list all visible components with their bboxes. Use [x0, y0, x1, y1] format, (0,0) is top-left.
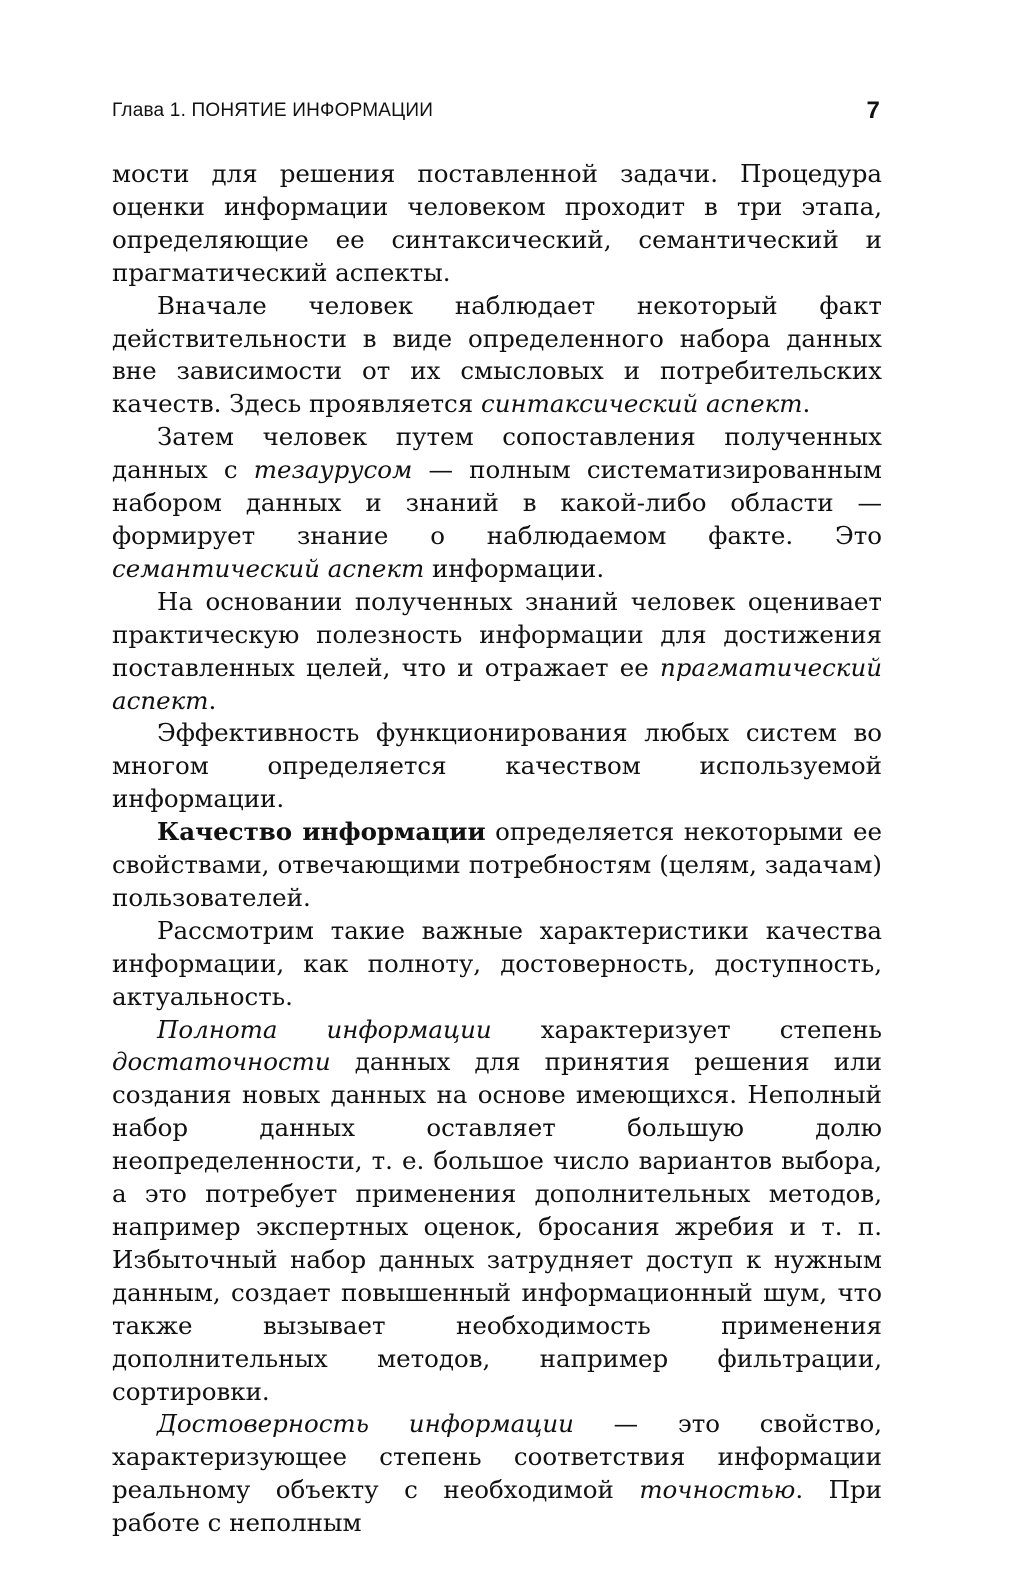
- paragraph-9: [112, 1408, 882, 1540]
- page-number: 7: [866, 97, 880, 124]
- italic-term: синтаксический аспект: [481, 389, 803, 419]
- paragraph-6: [112, 816, 882, 915]
- italic-term: точностью: [639, 1475, 796, 1505]
- italic-term: Полнота информации: [157, 1014, 492, 1044]
- text-run: информации.: [424, 553, 605, 583]
- chapter-title: Глава 1. ПОНЯТИЕ ИНФОРМАЦИИ: [112, 100, 434, 121]
- text-run: . При работе с неполным: [112, 1475, 882, 1538]
- text-run: данных для принятия решения или создания новых данных на основе имеющихся. Неполный набор данных оставляет большую долю неопределенности, т. е. большое число вариантов выбора, а это потребует применения дополнительных методов, например экспертных оценок, бросания жребия и т. п. Избыточный набор данных затрудняет доступ к нужным данным, создает повышенный информационный шум, что также вызывает необходимость применения дополнительных методов, например фильтрации, сортировки.: [112, 1047, 882, 1406]
- paragraph-8: [112, 1014, 882, 1409]
- italic-term: Достоверность информации: [157, 1409, 574, 1439]
- paragraph-2: [112, 290, 882, 422]
- text-run: Эффективность функционирования любых систем во многом определяется качеством используемой информации.: [112, 718, 882, 814]
- paragraph-3: [112, 421, 882, 586]
- text-run: На основании полученных знаний человек оценивает практическую полезность информации для достижения поставленных целей, что и отражает ее: [112, 586, 882, 682]
- text-run: — полным систематизированным набором данных и знаний в какой-либо области — формирует знание о наблюдаемом факте. Это: [112, 455, 882, 550]
- text-run: Вначале человек наблюдает некоторый факт действительности в виде определенного набора данных вне зависимости от их смысловых и потребительских качеств. Здесь проявляется: [112, 290, 882, 419]
- text-run: — это свойство, характеризующее степень соответствия информации реальному объекту с необходимой: [112, 1409, 882, 1505]
- running-header: [112, 97, 882, 127]
- italic-term: семантический аспект: [112, 553, 425, 583]
- italic-term: достаточности: [112, 1047, 331, 1077]
- text-run: определяется некоторыми ее свойствами, отвечающими потребностям (целям, задачам) пользователей.: [112, 817, 882, 912]
- text-run: мости для решения поставленной задачи. Процедура оценки информации человеком проходит в три этапа, определяющие ее синтаксический, семантический и прагматический аспекты.: [112, 159, 882, 287]
- paragraph-1: [112, 158, 882, 290]
- text-run: Рассмотрим такие важные характеристики качества информации, как полноту, достоверность, доступность, актуальность.: [112, 915, 882, 1011]
- paragraph-7: [112, 915, 882, 1014]
- text-run: .: [208, 685, 217, 715]
- text-run: .: [802, 389, 811, 419]
- italic-term: прагматический аспект: [112, 652, 882, 715]
- italic-term: тезаурусом: [253, 455, 413, 485]
- bold-term: Качество информации: [157, 817, 486, 847]
- paragraph-4: [112, 586, 882, 718]
- text-run: Затем человек путем сопоставления полученных данных с: [112, 422, 882, 485]
- body-text: [112, 158, 882, 1540]
- text-run: характеризует степень: [491, 1014, 882, 1044]
- paragraph-5: [112, 717, 882, 816]
